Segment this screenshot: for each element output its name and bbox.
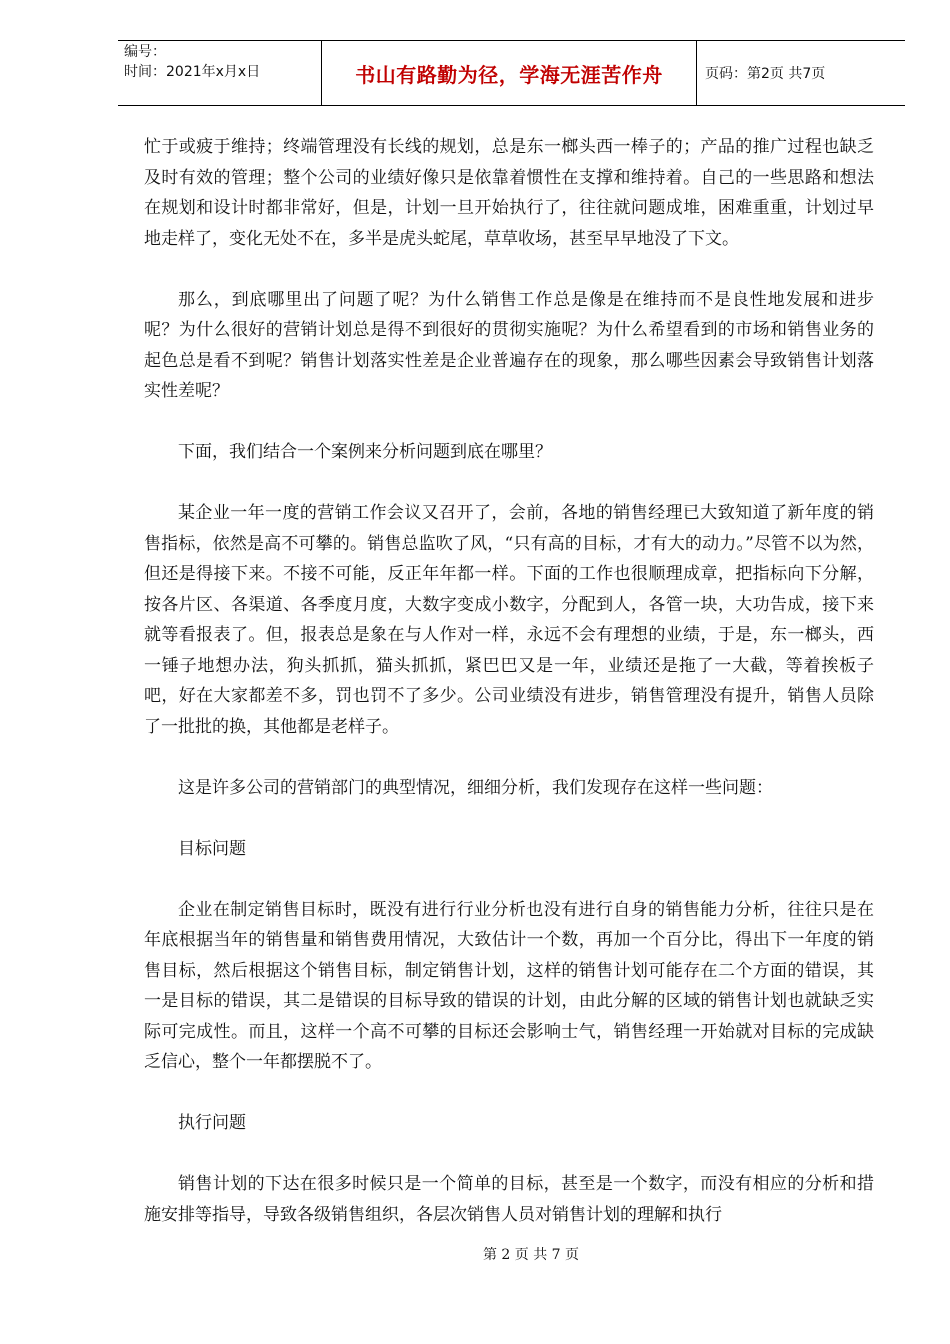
paragraph: 某企业一年一度的营销工作会议又召开了，会前，各地的销售经理已大致知道了新年度的销售指标，依然是高不可攀的。销售总监吹了风，“只有高的目标，才有大的动力。”尽管不以为然，但还是得接下来。不接不可能，反正年年都一样。下面的工作也很顺理成章，把指标向下分解，按各片区、各渠道、各季度月度，大数字变成小数字，分配到人，各管一块，大功告成，接下来就等看报表了。但，报表总是象在与人作对一样，永远不会有理想的业绩，于是，东一榔头，西一锤子地想办法，狗头抓抓，猫头抓抓，紧巴巴又是一年，业绩还是拖了一大截，等着挨板子吧，好在大家都差不多，罚也罚不了多少。公司业绩没有进步，销售管理没有提升，销售人员除了一批批的换，其他都是老样子。	[144, 503, 874, 737]
page-footer: 第 2 页 共 7 页	[482, 1247, 580, 1263]
paragraph: 这是许多公司的营销部门的典型情况，细细分析，我们发现存在这样一些问题：	[178, 777, 773, 798]
header-meta-cell	[118, 41, 322, 106]
paragraph: 企业在制定销售目标时，既没有进行行业分析也没有进行自身的销售能力分析，往往只是在年底根据当年的销售量和销售费用情况，大致估计一个数，再加一个百分比，得出下一年度的销售目标，然后根据这个销售目标，制定销售计划，这样的销售计划可能存在二个方面的错误，其一是目标的错误，其二是错误的目标导致的错误的计划，由此分解的区域的销售计划也就缺乏实际可完成性。而且，这样一个高不可攀的目标还会影响士气，销售经理一开始就对目标的完成缺乏信心，整个一年都摆脱不了。	[144, 899, 874, 1072]
paragraph: 销售计划的下达在很多时候只是一个简单的目标，甚至是一个数字，而没有相应的分析和措施安排等指导，导致各级销售组织，各层次销售人员对销售计划的理解和执行	[144, 1174, 874, 1225]
header-motto: 书山有路勤为径，学海无涯苦作舟	[322, 41, 697, 106]
paragraph: 那么，到底哪里出了问题了呢？为什么销售工作总是像是在维持而不是良性地发展和进步呢？为什么很好的营销计划总是得不到很好的贯彻实施呢？为什么希望看到的市场和销售业务的起色总是看不到呢？销售计划落实性差是企业普遍存在的现象，那么哪些因素会导致销售计划落实性差呢？	[144, 289, 874, 401]
document-body	[144, 132, 874, 1261]
document-number-label: 编号：	[124, 44, 166, 60]
section-heading-execution: 执行问题	[178, 1113, 246, 1133]
paragraph: 忙于或疲于维持；终端管理没有长线的规划，总是东一榔头西一棒子的；产品的推广过程也缺乏及时有效的管理；整个公司的业绩好像只是依靠着惯性在支撑和维持着。自己的一些思路和想法在规划和设计时都非常好，但是，计划一旦开始执行了，往往就问题成堆，困难重重，计划过早地走样了，变化无处不在，多半是虎头蛇尾，草草收场，甚至早早地没了下文。	[144, 137, 874, 249]
document-time-label: 时间：2021年x月x日	[124, 64, 261, 80]
paragraph: 下面，我们结合一个案例来分析问题到底在哪里？	[178, 442, 552, 462]
section-heading-target: 目标问题	[178, 838, 246, 859]
header-page-info: 页码：第2页 共7页	[697, 41, 906, 106]
page-header	[118, 40, 905, 106]
